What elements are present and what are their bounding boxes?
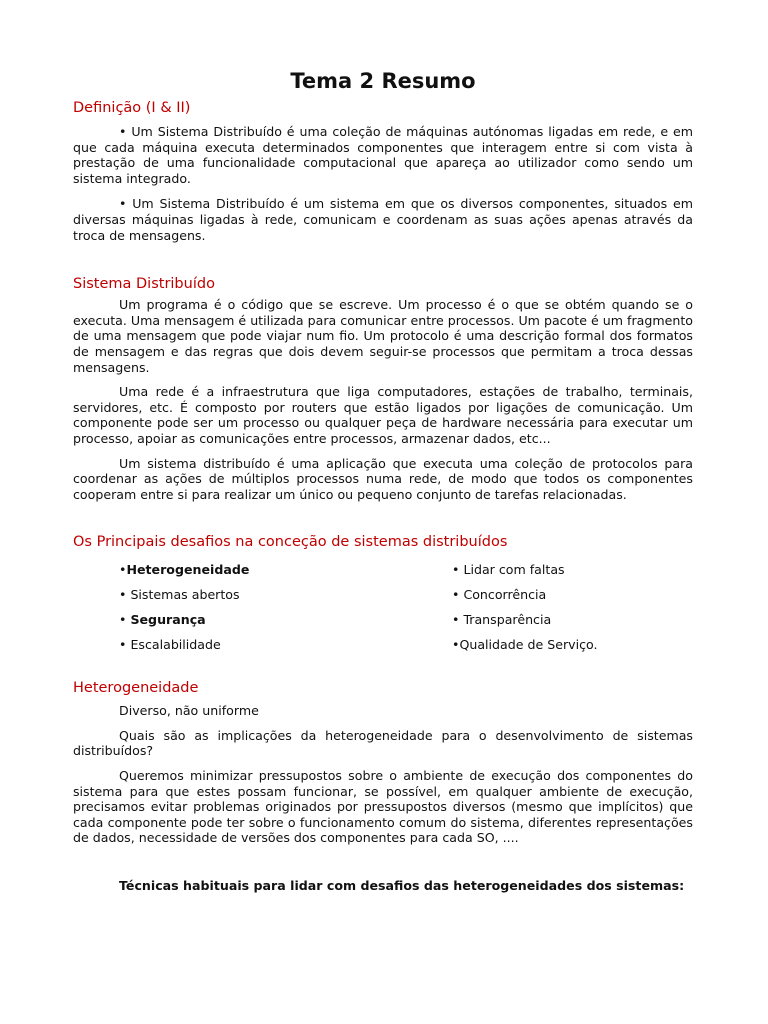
list-item [119,587,240,603]
list-item-text: Transparência [463,612,552,628]
paragraph: Uma rede é a infraestrutura que liga computadores, estações de trabalho, terminais, servidores, etc. É composto por routers que estão ligados por ligações de comunicação. Um componente pode ser um processo ou qualquer peça de hardware necessária para executar um processo, apoiar as comunicações entre processos, armazenar dados, etc... [73,384,693,446]
bold-paragraph: Técnicas habituais para lidar com desafios das heterogeneidades dos sistemas: [119,878,685,894]
list-item [452,587,546,603]
paragraph: Um programa é o código que se escreve. Um processo é o que se obtém quando se o executa. Uma mensagem é utilizada para comunicar entre processos. Um pacote é um fragmento de uma mensagem que pode viajar num fio. Um protocolo é uma descrição formal dos formatos de mensagem e das regras que dois devem seguir-se processos que permitam a troca dessas mensagens. [73,297,693,375]
section-heading-sistema: Sistema Distribuído [73,276,215,293]
challenges-list [73,562,693,662]
list-item-text: Qualidade de Serviço. [459,637,598,653]
bullet: • [119,587,131,603]
paragraph: Um sistema distribuído é uma aplicação que executa uma coleção de protocolos para coordenar as ações de múltiplos processos numa rede, de modo que todos os componentes cooperam entre si para realizar um único ou pequeno conjunto de tarefas relacionadas. [73,455,693,502]
paragraph: Quais são as implicações da heterogeneidade para o desenvolvimento de sistemas distribuídos? [73,727,693,759]
bullet: • [452,562,464,578]
bullet: • [452,612,464,628]
list-item [452,562,565,578]
paragraph: Queremos minimizar pressupostos sobre o ambiente de execução dos componentes do sistema para que estes possam funcionar, se possível, em qualquer ambiente de execução, precisamos evitar problemas originados por pressupostos diversos (mesmo que implícitos) que cada componente pode ter sobre o funcionamento comum do sistema, diferentes representações de dados, necessidade de versões dos componentes para cada SO, .... [73,768,693,846]
section-heading-desafios: Os Principais desafios na conceção de sistemas distribuídos [73,534,508,551]
list-item [119,562,249,578]
list-item-text: Escalabilidade [130,637,221,653]
paragraph: • Um Sistema Distribuído é uma coleção de máquinas autónomas ligadas em rede, e em que cada máquina executa determinados componentes que interagem entre si com vista à prestação de uma funcionalidade computacional que apareça ao utilizador como sendo um sistema integrado. [73,124,693,186]
paragraph: Diverso, não uniforme [119,703,259,719]
list-item [452,637,598,653]
paragraph: • Um Sistema Distribuído é um sistema em que os diversos componentes, situados em diversas máquinas ligadas à rede, comunicam e coordenam as suas ações apenas através da troca de mensagens. [73,196,693,243]
list-item-text: Lidar com faltas [463,562,565,578]
list-item [452,612,551,628]
list-item-text: Concorrência [463,587,547,603]
list-item-text: Heterogeneidade [126,562,250,578]
page-title: Tema 2 Resumo [290,69,476,93]
section-heading-heterogeneidade: Heterogeneidade [73,680,199,697]
bullet: • [452,637,460,653]
list-item-text: Segurança [130,612,206,628]
bullet: • [452,587,464,603]
bullet: • [119,637,131,653]
bullet: • [119,612,131,628]
list-item [119,637,221,653]
list-item-text: Sistemas abertos [130,587,240,603]
list-item [119,612,206,628]
bullet: • [119,562,127,578]
section-heading-definicao: Definição (I & II) [73,100,191,116]
document-page [73,64,693,894]
